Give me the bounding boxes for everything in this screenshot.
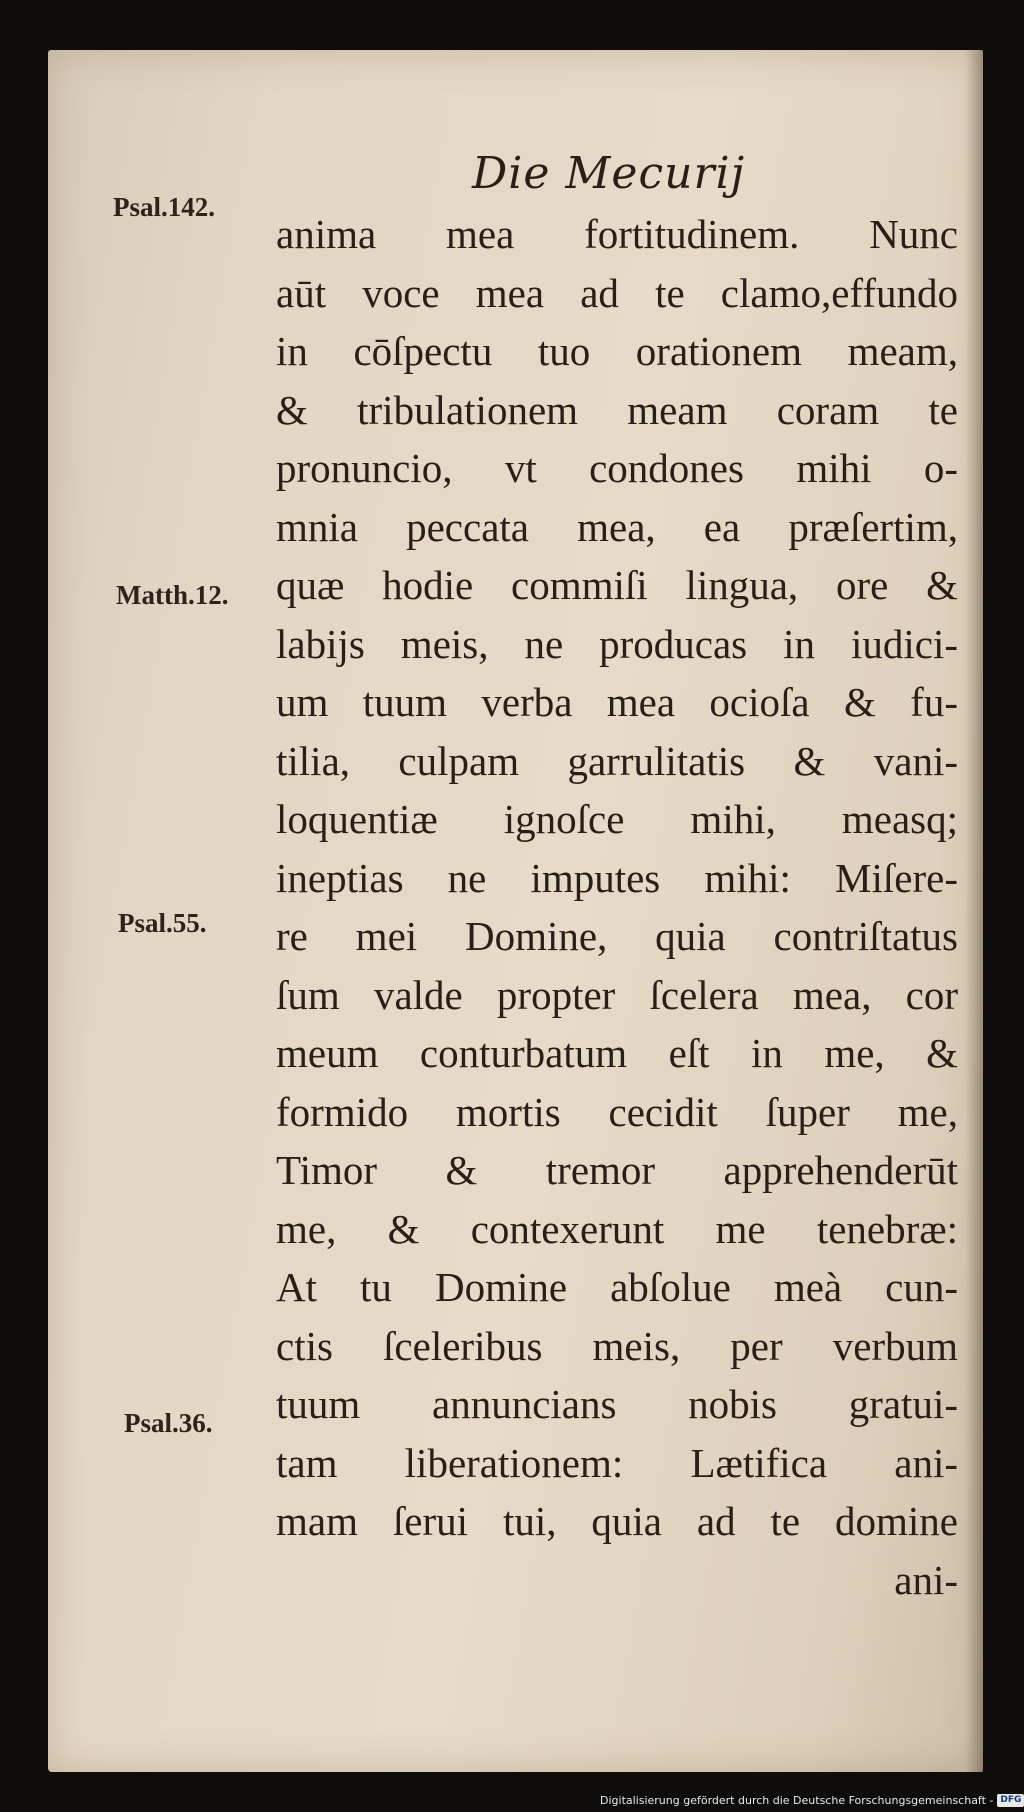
text-line: mnia peccata mea, ea præſertim,	[276, 503, 958, 550]
margin-note-matthew-12: Matth.12.	[116, 580, 229, 610]
text-line: aūt voce mea ad te clamo,effundo	[276, 269, 958, 316]
text-line: tuum annuncians nobis gratui-	[276, 1381, 958, 1427]
running-head: Die Mecurij	[472, 148, 746, 199]
text-line: in cōſpectu tuo orationem meam,	[276, 328, 958, 374]
text-line: um tuum verba mea ocioſa & fu-	[276, 679, 958, 725]
text-line: loquentiæ ignoſce mihi, measq;	[276, 796, 958, 842]
margin-note-psalm-36: Psal.36.	[124, 1408, 213, 1438]
text-line: re mei Domine, quia contriſtatus	[276, 913, 958, 959]
digitization-credit	[600, 1794, 1024, 1807]
text-line: ſum valde propter ſcelera mea, cor	[276, 971, 958, 1018]
text-line: tam liberationem: Lætifica ani-	[276, 1439, 958, 1486]
text-line: pronuncio, vt condones mihi o-	[276, 445, 958, 491]
text-line: & tribulationem meam coram te	[276, 386, 958, 433]
footer-text: Digitalisierung gefördert durch die Deutsche Forschungsgemeinschaft -	[600, 1794, 994, 1807]
text-line: labijs meis, ne producas in iudici-	[276, 620, 958, 667]
dfg-logo-icon: DFG	[997, 1794, 1024, 1807]
text-line: meum conturbatum eſt in me, &	[276, 1030, 958, 1076]
body-text	[276, 205, 958, 1609]
text-line: quæ hodie commiſi lingua, ore &	[276, 562, 958, 608]
margin-note-psalm-142: Psal.142.	[113, 192, 216, 222]
text-line: At tu Domine abſolue meà cun-	[276, 1264, 958, 1310]
text-line: formido mortis cecidit ſuper me,	[276, 1088, 958, 1135]
text-line: ctis ſceleribus meis, per verbum	[276, 1322, 958, 1369]
text-line: ineptias ne imputes mihi: Miſere-	[276, 854, 958, 901]
text-line: Timor & tremor apprehenderūt	[276, 1147, 958, 1193]
text-line: mam ſerui tui, quia ad te domine	[276, 1498, 958, 1544]
catchword: ani-	[894, 1556, 958, 1603]
text-line: tilia, culpam garrulitatis & vani-	[276, 737, 958, 784]
text-line: me, & contexerunt me tenebræ:	[276, 1205, 958, 1252]
text-line: anima mea fortitudinem. Nunc	[276, 211, 958, 257]
margin-note-psalm-55: Psal.55.	[118, 908, 207, 938]
